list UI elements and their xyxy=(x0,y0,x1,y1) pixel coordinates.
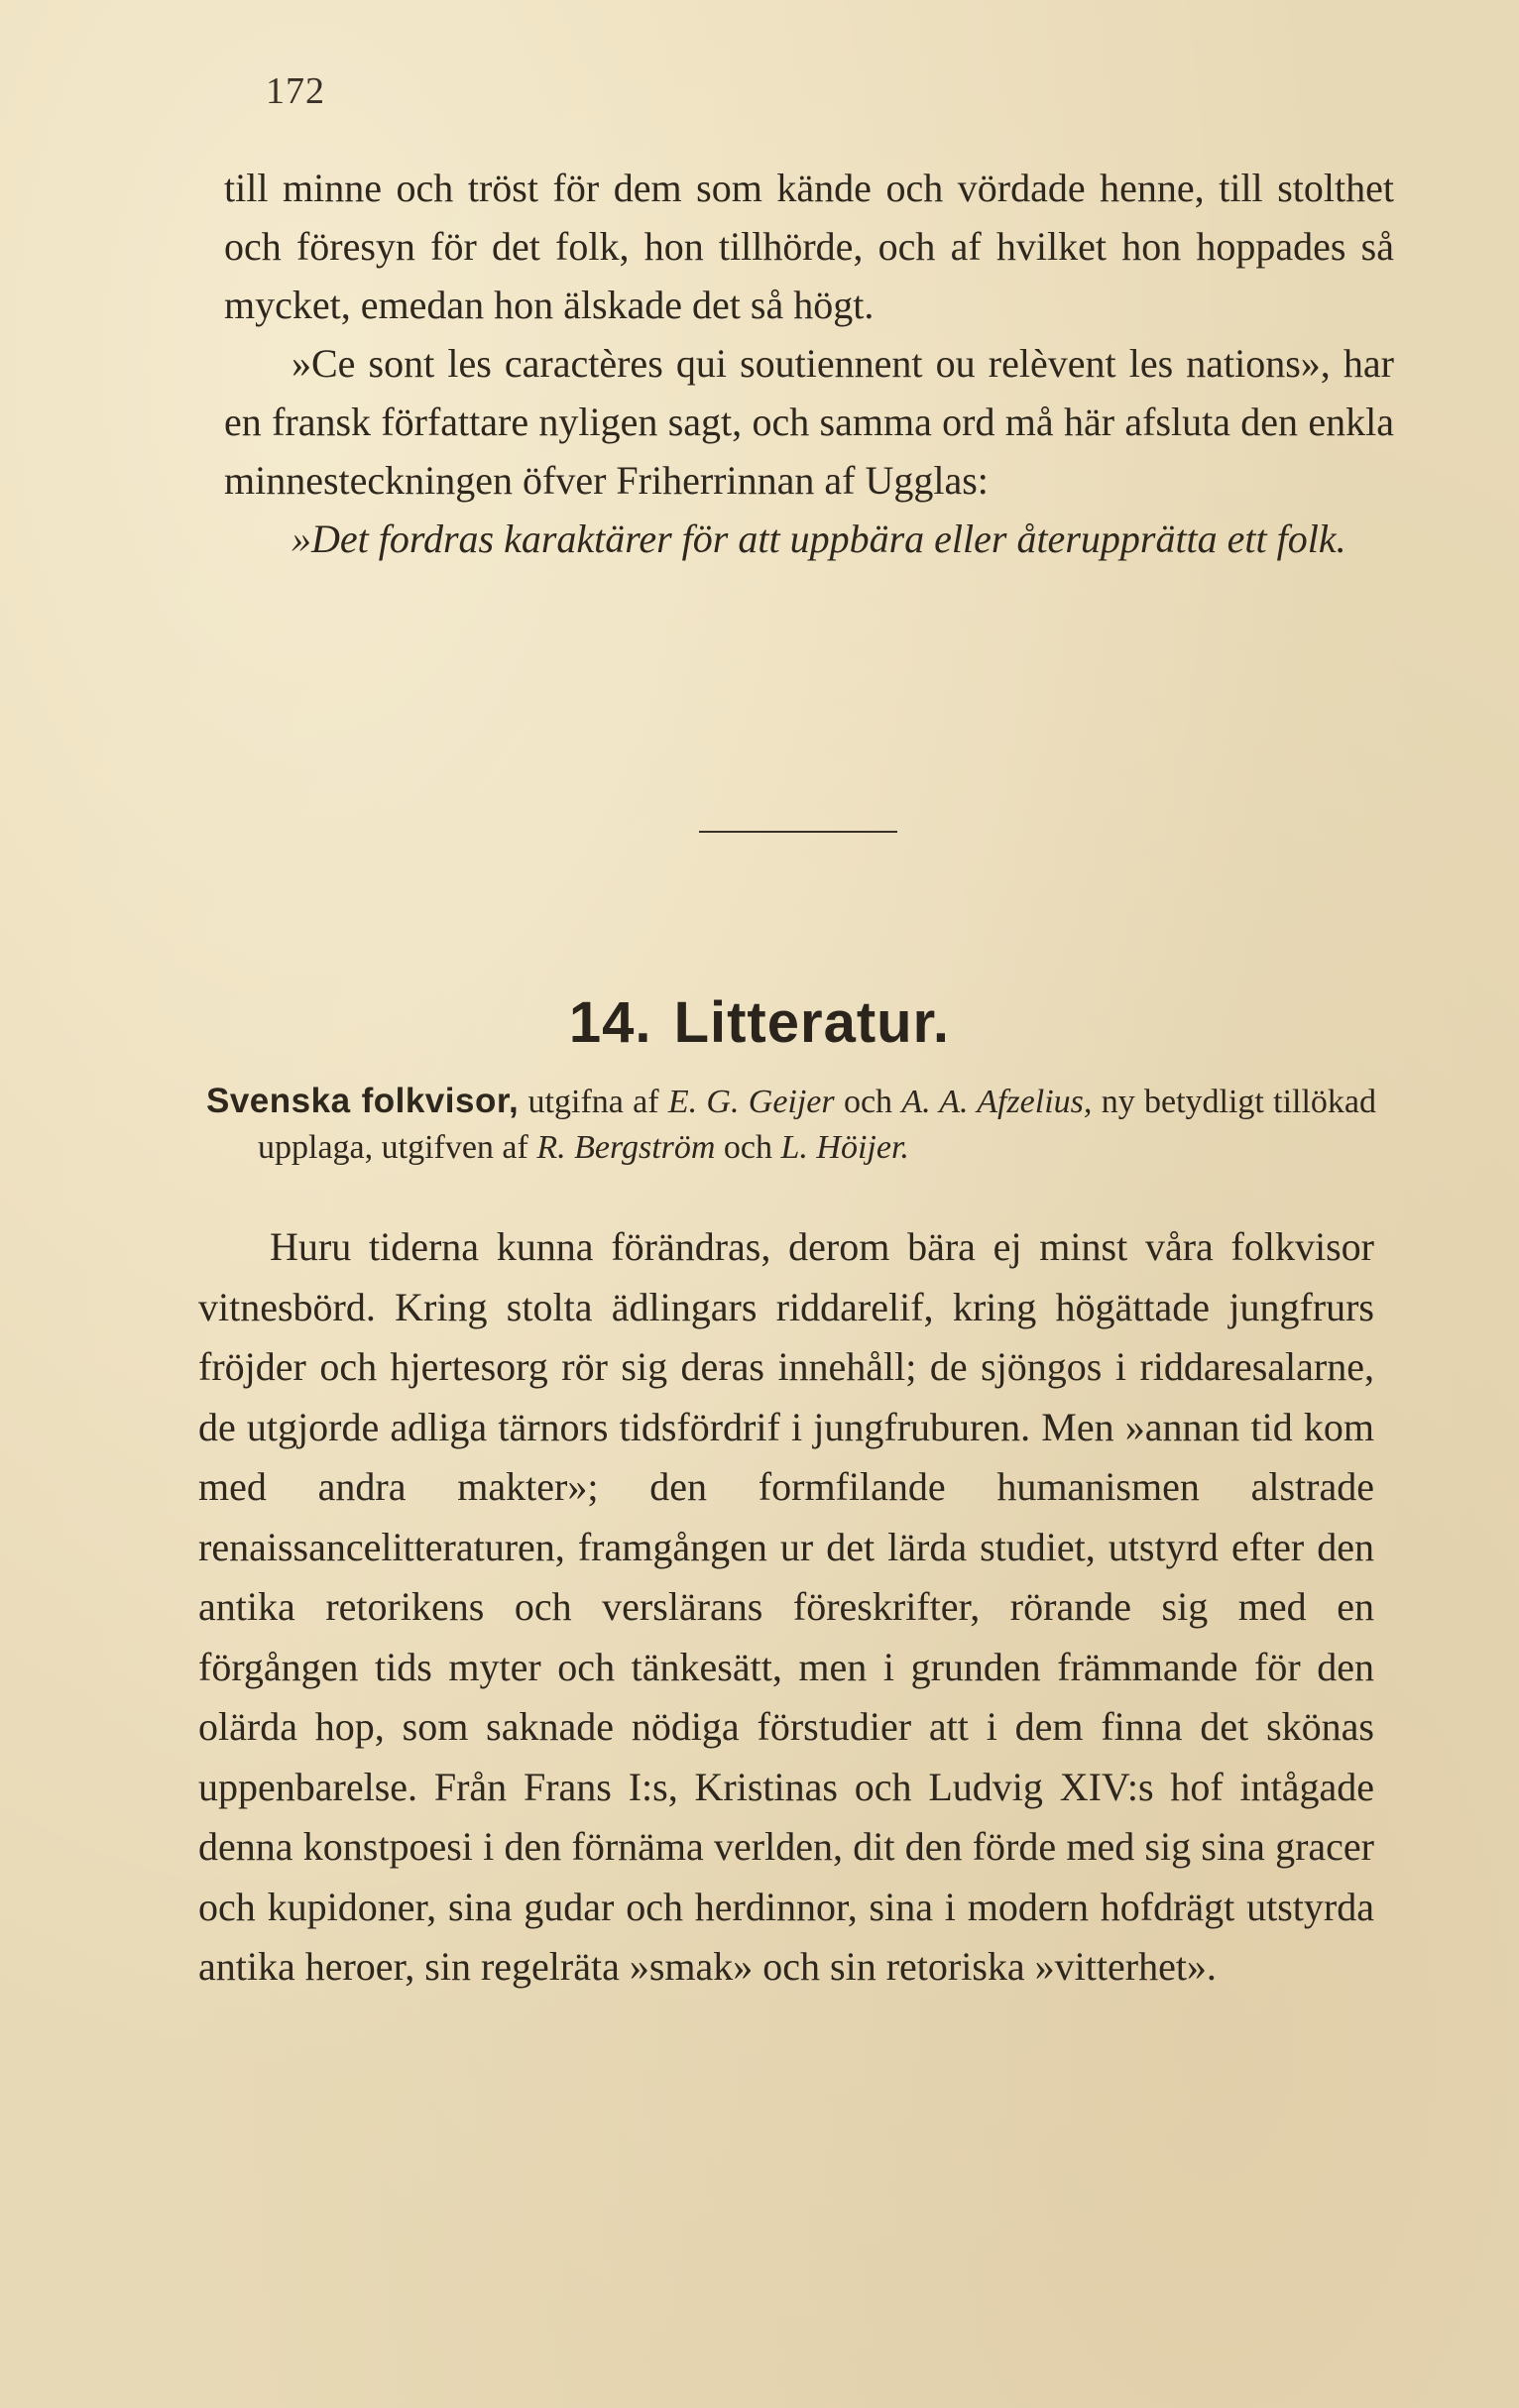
bibliography-text xyxy=(206,1079,1376,1171)
paragraph-quote: »Ce sont les caractères qui soutiennent ou relèvent les nations», har en fransk författare nyligen sagt, och samma ord må här afsluta den enkla minnesteckningen öfver Friherrinnan af Ugglas: xyxy=(224,341,1394,503)
section-heading xyxy=(0,989,1519,1056)
top-text-block xyxy=(224,159,1394,568)
bibliography-entry xyxy=(206,1079,1376,1171)
bibliography-title: Svenska folkvisor, xyxy=(206,1082,520,1120)
paragraph-ending: till minne och tröst för dem som kände och vördade henne, till stolthet och föresyn för det folk, hon tillhörde, och af hvilket hon hoppades så mycket, emedan hon älskade det så högt. xyxy=(224,166,1394,327)
bibliography-text-2: ny betydligt tillökad upplaga, utgifven af xyxy=(258,1084,1377,1166)
bibliography-and-1: och xyxy=(843,1084,893,1120)
section-number: 14. xyxy=(568,990,652,1055)
bibliography-editor-3: R. Bergström xyxy=(536,1129,716,1166)
body-paragraph: Huru tiderna kunna förändras, derom bära ej minst våra folkvisor vitnesbörd. Kring stolta ädlingars riddarelif, kring högättade jungfrurs fröjder och hjertesorg rör sig deras innehåll; de sjöngos i riddaresalarne, de utgjorde adliga tärnors tidsfördrif i jungfruburen. Men »annan tid kom med andra makter»; den formfilande humanismen alstrade renaissancelitteraturen, framgången ur det lärda studiet, utstyrd efter den antika retorikens och verslärans föreskrifter, rörande sig med en förgången tids myter och tänkesätt, men i grunden främmande för den olärda hop, som saknade nödiga förstudier att i dem finna det skönas uppenbarelse. Från Frans I:s, Kristinas och Ludvig XIV:s hof intågade denna konstpoesi i den förnäma verlden, dit den förde med sig sina gracer och kupidoner, sina gudar och herdinnor, sina i modern hofdrägt utstyrda antika heroer, sin regelräta »smak» och sin retoriska »vitterhet». xyxy=(198,1224,1374,1989)
bibliography-editor-4: L. Höijer. xyxy=(780,1129,909,1166)
page-number: 172 xyxy=(266,70,325,112)
bibliography-editor-2: A. A. Afzelius, xyxy=(901,1084,1093,1120)
section-title: Litteratur. xyxy=(673,990,951,1055)
bibliography-editor-1: E. G. Geijer xyxy=(667,1084,835,1120)
separator-rule xyxy=(699,831,897,833)
body-text-block xyxy=(198,1217,1374,1998)
bibliography-and-2: och xyxy=(723,1129,773,1166)
bibliography-text-1: utgifna af xyxy=(527,1084,659,1120)
paragraph-italic-quote: »Det fordras karaktärer för att uppbära eller återupprätta ett folk. xyxy=(292,516,1346,561)
